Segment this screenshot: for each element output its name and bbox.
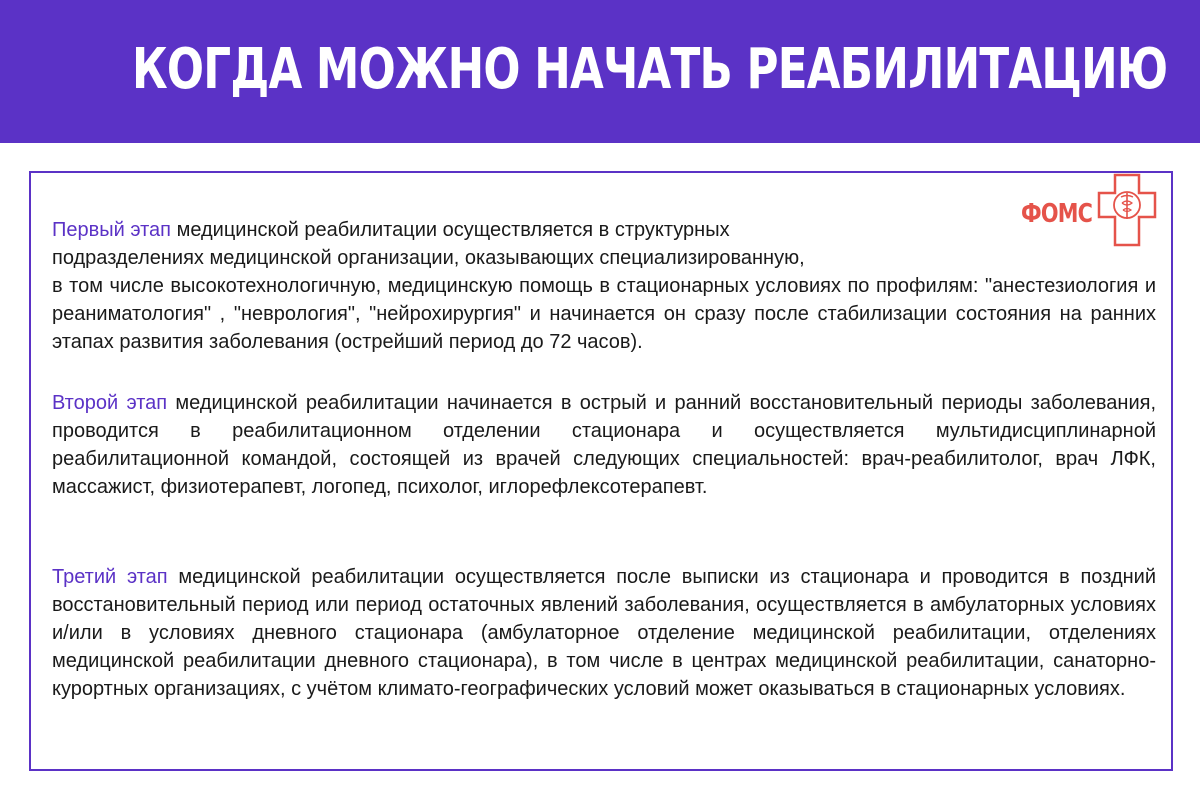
stage-1-line-1: медицинской реабилитации осуществляется в структурных: [171, 219, 730, 241]
stage-3-highlight: Третий этап: [52, 566, 168, 588]
stage-1-highlight: Первый этап: [52, 219, 172, 241]
paragraph-stage-1: [52, 216, 1156, 356]
header-banner: [0, 0, 1200, 143]
stage-1-line-2: подразделениях медицинской организации, оказывающих специализированную,: [52, 247, 805, 269]
stage-2-highlight: Второй этап: [52, 392, 168, 414]
stage-2-text: медицинской реабилитации начинается в острый и ранний восстановительный периоды заболевания, проводится в реабилитационном отделении стационара и осуществляется мультидисциплинарной реабилитационной командой, состоящей из врачей следующих специальностей: врач-реабилитолог, врач ЛФК, массажист, физиотерапевт, логопед, психолог, иглорефлексотерапевт.: [52, 392, 1156, 498]
paragraph-stage-2: [52, 389, 1156, 501]
paragraph-stage-3: [52, 563, 1156, 703]
page-title: КОГДА МОЖНО НАЧАТЬ РЕАБИЛИТАЦИЮ: [132, 37, 1168, 102]
stage-3-text: медицинской реабилитации осуществляется после выписки из стационара и проводится в поздний восстановительный период или период остаточных явлений заболевания, осуществляется в амбулаторных условиях и/или в условиях дневного стационара (амбулаторное отделение медицинской реабилитации, отделениях медицинской реабилитации дневного стационара), в том числе в центрах медицинской реабилитации, санаторно-курортных организациях, с учётом климато-географических условий может оказываться в стационарных условиях.: [52, 566, 1156, 700]
logo-text: ФОМС: [1021, 199, 1093, 229]
stage-1-text: в том числе высокотехнологичную, медицинскую помощь в стационарных условиях по профилям: "анестезиология и реаниматология" , "неврология", "нейрохирургия" и начинается он сразу после стабилизации состояния на ранних этапах развития заболевания (острейший период до 72 часов).: [52, 275, 1156, 353]
